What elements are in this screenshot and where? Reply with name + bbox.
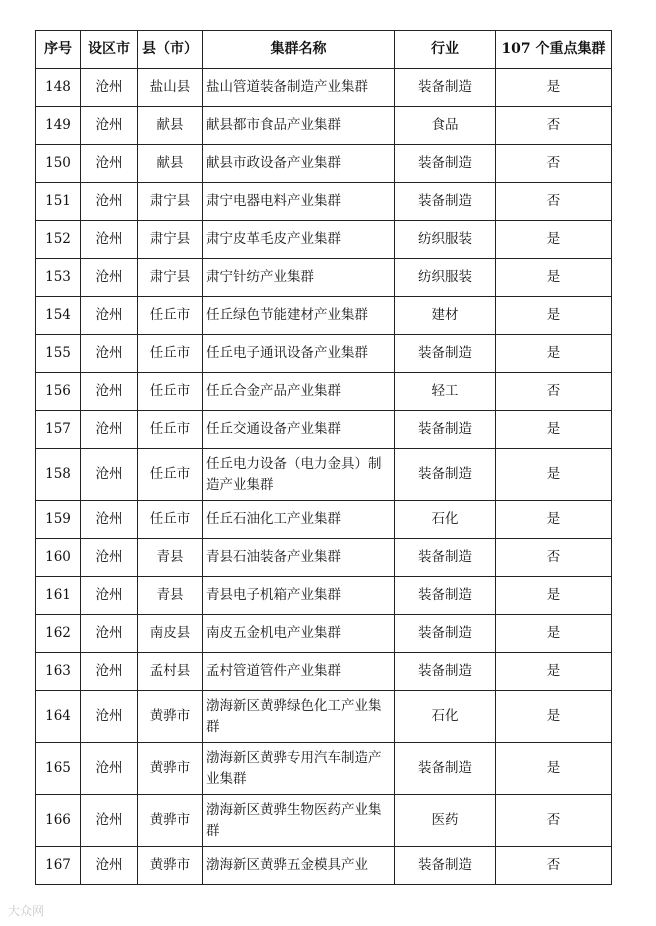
cell-key-cluster: 否 (496, 183, 612, 221)
cell-county: 任丘市 (138, 449, 203, 501)
table-row (36, 539, 612, 577)
cell-key-cluster: 否 (496, 539, 612, 577)
cell-county: 任丘市 (138, 501, 203, 539)
table-header-row (36, 31, 612, 69)
cell-county: 任丘市 (138, 297, 203, 335)
cell-id: 149 (36, 107, 81, 145)
table-row (36, 69, 612, 107)
cell-key-cluster: 否 (496, 145, 612, 183)
table-row (36, 259, 612, 297)
cell-city: 沧州 (81, 449, 138, 501)
cell-cluster-name: 渤海新区黄骅绿色化工产业集群 (203, 691, 395, 743)
table-row (36, 743, 612, 795)
cell-cluster-name: 渤海新区黄骅生物医药产业集群 (203, 795, 395, 847)
cell-cluster-name: 肃宁电器电料产业集群 (203, 183, 395, 221)
cell-city: 沧州 (81, 183, 138, 221)
cell-cluster-name: 任丘电子通讯设备产业集群 (203, 335, 395, 373)
table-row (36, 107, 612, 145)
cell-id: 158 (36, 449, 81, 501)
header-cluster-name: 集群名称 (203, 31, 395, 69)
cell-cluster-name: 任丘石油化工产业集群 (203, 501, 395, 539)
cell-key-cluster: 是 (496, 653, 612, 691)
cell-city: 沧州 (81, 69, 138, 107)
cell-industry: 装备制造 (395, 145, 496, 183)
table-row (36, 373, 612, 411)
cell-city: 沧州 (81, 847, 138, 885)
cell-city: 沧州 (81, 297, 138, 335)
cell-industry: 装备制造 (395, 743, 496, 795)
cell-county: 肃宁县 (138, 183, 203, 221)
cell-industry: 装备制造 (395, 183, 496, 221)
cell-city: 沧州 (81, 221, 138, 259)
cell-cluster-name: 任丘绿色节能建材产业集群 (203, 297, 395, 335)
cell-cluster-name: 青县电子机箱产业集群 (203, 577, 395, 615)
cell-industry: 医药 (395, 795, 496, 847)
cell-city: 沧州 (81, 259, 138, 297)
cell-industry: 装备制造 (395, 69, 496, 107)
cell-industry: 装备制造 (395, 449, 496, 501)
cell-industry: 纺织服装 (395, 259, 496, 297)
cell-key-cluster: 是 (496, 259, 612, 297)
header-city: 设区市 (81, 31, 138, 69)
cell-id: 167 (36, 847, 81, 885)
cell-id: 162 (36, 615, 81, 653)
cell-key-cluster: 否 (496, 107, 612, 145)
cell-cluster-name: 肃宁皮革毛皮产业集群 (203, 221, 395, 259)
cell-county: 青县 (138, 577, 203, 615)
cell-key-cluster: 是 (496, 501, 612, 539)
cell-key-cluster: 是 (496, 335, 612, 373)
cell-id: 155 (36, 335, 81, 373)
table-row (36, 221, 612, 259)
cell-industry: 纺织服装 (395, 221, 496, 259)
cell-city: 沧州 (81, 501, 138, 539)
cell-cluster-name: 献县都市食品产业集群 (203, 107, 395, 145)
cell-industry: 食品 (395, 107, 496, 145)
watermark: 大众网 (8, 904, 45, 918)
cell-cluster-name: 盐山管道装备制造产业集群 (203, 69, 395, 107)
cell-county: 肃宁县 (138, 259, 203, 297)
cell-key-cluster: 是 (496, 411, 612, 449)
cell-id: 165 (36, 743, 81, 795)
cell-id: 152 (36, 221, 81, 259)
cell-id: 153 (36, 259, 81, 297)
cell-county: 任丘市 (138, 335, 203, 373)
cell-county: 黄骅市 (138, 847, 203, 885)
cell-id: 160 (36, 539, 81, 577)
table-row (36, 297, 612, 335)
cell-city: 沧州 (81, 615, 138, 653)
cell-county: 盐山县 (138, 69, 203, 107)
cell-key-cluster: 是 (496, 221, 612, 259)
cell-cluster-name: 献县市政设备产业集群 (203, 145, 395, 183)
cell-county: 献县 (138, 145, 203, 183)
cell-cluster-name: 任丘合金产品产业集群 (203, 373, 395, 411)
cell-city: 沧州 (81, 539, 138, 577)
cell-city: 沧州 (81, 743, 138, 795)
cell-cluster-name: 南皮五金机电产业集群 (203, 615, 395, 653)
cell-county: 黄骅市 (138, 691, 203, 743)
table-row (36, 335, 612, 373)
table-row (36, 795, 612, 847)
cell-county: 孟村县 (138, 653, 203, 691)
cell-id: 163 (36, 653, 81, 691)
cell-key-cluster: 是 (496, 297, 612, 335)
header-county: 县（市） (138, 31, 203, 69)
table-row (36, 653, 612, 691)
cell-key-cluster: 否 (496, 847, 612, 885)
cell-cluster-name: 青县石油装备产业集群 (203, 539, 395, 577)
cell-industry: 轻工 (395, 373, 496, 411)
cell-industry: 建材 (395, 297, 496, 335)
cell-id: 159 (36, 501, 81, 539)
cell-industry: 装备制造 (395, 653, 496, 691)
table-row (36, 615, 612, 653)
table-row (36, 411, 612, 449)
cell-city: 沧州 (81, 145, 138, 183)
table-row (36, 449, 612, 501)
cell-county: 黄骅市 (138, 743, 203, 795)
cell-city: 沧州 (81, 411, 138, 449)
industry-cluster-table (35, 30, 612, 885)
cell-key-cluster: 是 (496, 449, 612, 501)
cell-industry: 装备制造 (395, 847, 496, 885)
cell-id: 148 (36, 69, 81, 107)
cell-city: 沧州 (81, 795, 138, 847)
cell-cluster-name: 渤海新区黄骅专用汽车制造产业集群 (203, 743, 395, 795)
cell-county: 肃宁县 (138, 221, 203, 259)
cell-key-cluster: 是 (496, 69, 612, 107)
cell-city: 沧州 (81, 373, 138, 411)
cell-city: 沧州 (81, 335, 138, 373)
cell-key-cluster: 是 (496, 615, 612, 653)
header-id: 序号 (36, 31, 81, 69)
table-row (36, 691, 612, 743)
header-industry: 行业 (395, 31, 496, 69)
cell-key-cluster: 是 (496, 691, 612, 743)
cell-key-cluster: 是 (496, 577, 612, 615)
cell-key-cluster: 是 (496, 743, 612, 795)
table-row (36, 501, 612, 539)
cell-city: 沧州 (81, 107, 138, 145)
cell-id: 157 (36, 411, 81, 449)
cell-city: 沧州 (81, 653, 138, 691)
cell-key-cluster: 否 (496, 373, 612, 411)
cell-cluster-name: 孟村管道管件产业集群 (203, 653, 395, 691)
cell-industry: 装备制造 (395, 411, 496, 449)
cell-cluster-name: 肃宁针纺产业集群 (203, 259, 395, 297)
cell-industry: 装备制造 (395, 577, 496, 615)
cell-id: 166 (36, 795, 81, 847)
cell-city: 沧州 (81, 577, 138, 615)
cell-cluster-name: 渤海新区黄骅五金模具产业 (203, 847, 395, 885)
header-key-cluster: 107 个重点集群 (496, 31, 612, 69)
cell-county: 献县 (138, 107, 203, 145)
cell-industry: 石化 (395, 501, 496, 539)
cell-county: 任丘市 (138, 411, 203, 449)
cell-county: 南皮县 (138, 615, 203, 653)
cell-id: 161 (36, 577, 81, 615)
cell-industry: 石化 (395, 691, 496, 743)
table-row (36, 183, 612, 221)
table-row (36, 145, 612, 183)
table-row (36, 577, 612, 615)
cell-industry: 装备制造 (395, 335, 496, 373)
cell-key-cluster: 否 (496, 795, 612, 847)
cell-industry: 装备制造 (395, 539, 496, 577)
cell-id: 154 (36, 297, 81, 335)
cell-id: 164 (36, 691, 81, 743)
cell-industry: 装备制造 (395, 615, 496, 653)
cell-city: 沧州 (81, 691, 138, 743)
cell-id: 150 (36, 145, 81, 183)
cell-id: 156 (36, 373, 81, 411)
cell-county: 任丘市 (138, 373, 203, 411)
cell-county: 黄骅市 (138, 795, 203, 847)
cell-cluster-name: 任丘电力设备（电力金具）制造产业集群 (203, 449, 395, 501)
cell-cluster-name: 任丘交通设备产业集群 (203, 411, 395, 449)
cell-county: 青县 (138, 539, 203, 577)
table-row (36, 847, 612, 885)
cell-id: 151 (36, 183, 81, 221)
